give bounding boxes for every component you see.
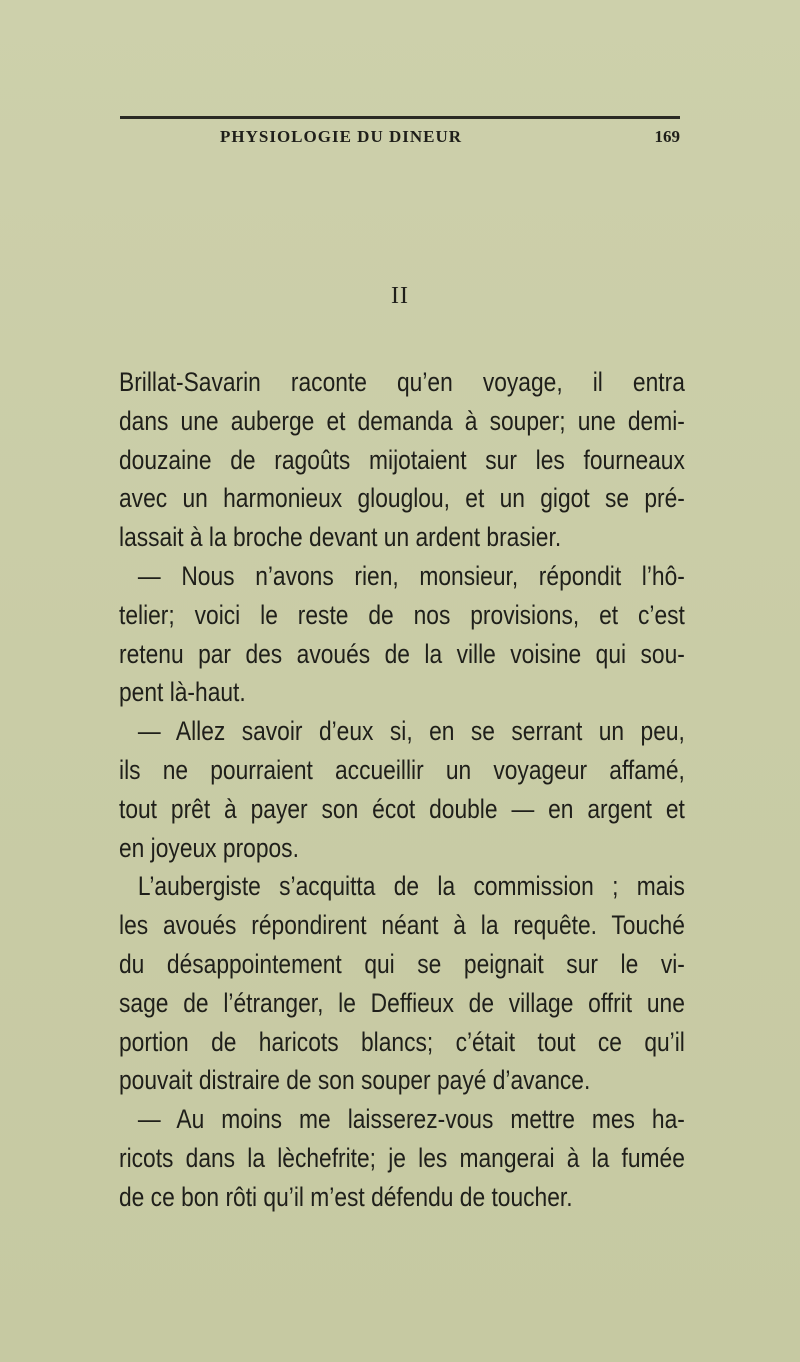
- text-line: douzaine de ragoûts mijotaient sur les fourneaux: [119, 444, 685, 475]
- text-line: en joyeux propos.: [119, 832, 299, 863]
- running-header: [120, 116, 680, 153]
- text-line: ils ne pourraient accueillir un voyageur affamé,: [119, 754, 685, 785]
- text-line: L’aubergiste s’acquitta de la commission ; mais: [137, 871, 685, 902]
- text-line: sage de l’étranger, le Deffieux de village offrit une: [119, 987, 685, 1018]
- text-line: pouvait distraire de son souper payé d’avance.: [119, 1065, 591, 1096]
- text-line: telier; voici le reste de nos provisions, et c’est: [119, 599, 685, 630]
- body-text: [119, 363, 685, 1217]
- text-line: tout prêt à payer son écot double — en argent et: [119, 793, 685, 824]
- text-line: les avoués répondirent néant à la requête. Touché: [119, 910, 685, 941]
- text-line: Brillat-Savarin raconte qu’en voyage, il entra: [119, 367, 685, 397]
- text-line: retenu par des avoués de la ville voisine qui sou-: [119, 638, 685, 669]
- text-line: dans une auberge et demanda à souper; une demi-: [119, 405, 685, 436]
- text-line: de ce bon rôti qu’il m’est défendu de toucher.: [119, 1181, 573, 1212]
- text-line: portion de haricots blancs; c’était tout ce qu’il: [119, 1026, 685, 1057]
- text-line: du désappointement qui se peignait sur le vi-: [119, 948, 685, 979]
- text-line: — Au moins me laisserez-vous mettre mes ha-: [137, 1104, 685, 1135]
- text-line: pent là-haut.: [119, 677, 246, 708]
- text-line: avec un harmonieux glouglou, et un gigot se pré-: [119, 483, 685, 514]
- text-line: lassait à la broche devant un ardent brasier.: [119, 522, 562, 553]
- running-title: PHYSIOLOGIE DU DINEUR: [220, 127, 463, 146]
- text-line: — Allez savoir d’eux si, en se serrant un peu,: [137, 716, 685, 747]
- section-heading: II: [391, 283, 409, 309]
- text-line: — Nous n’avons rien, monsieur, répondit l’hô-: [137, 560, 685, 591]
- text-line: ricots dans la lèchefrite; je les mangerai à la fumée: [119, 1142, 685, 1173]
- page-number: 169: [654, 127, 680, 146]
